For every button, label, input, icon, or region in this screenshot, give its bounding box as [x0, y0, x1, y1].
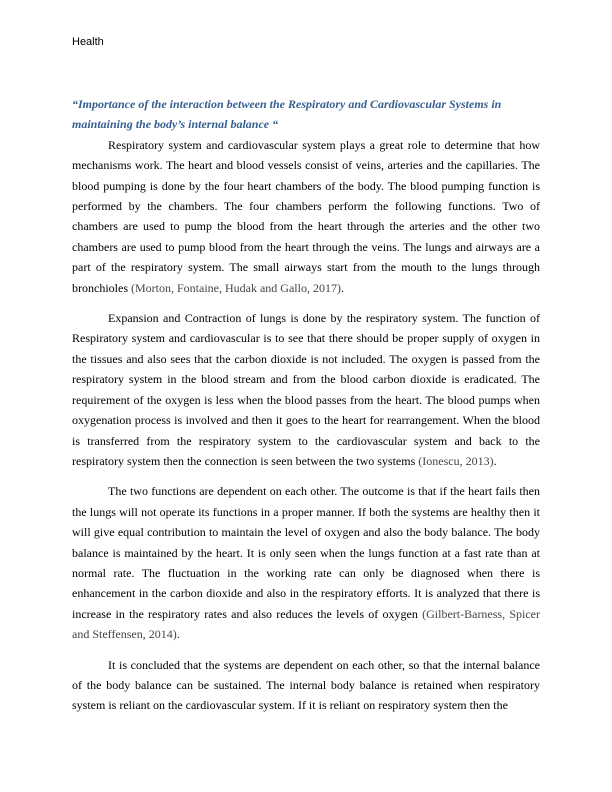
document-body [72, 94, 540, 716]
citation: (Gilbert-Barness, Spicer and Steffensen, 2014) [72, 606, 540, 642]
document-title: “Importance of the interaction between the Respiratory and Cardiovascular Systems in maintaining the body’s internal balance “ [72, 97, 502, 132]
paragraph-end: . [176, 627, 180, 642]
paragraph-3 [72, 481, 540, 644]
paragraph-end: . [493, 453, 497, 468]
citation: (Ionescu, 2013) [418, 453, 494, 468]
paragraph-text: The two functions are dependent on each other. The outcome is that if the heart fails then the lungs will not operate its functions in a proper manner. If both the systems are healthy then it will give equal contribution to maintain the level of oxygen and also the body balance. The body balance is maintained by the heart. It is only seen when the lungs function at a fast rate than at normal rate. The fluctuation in the working rate can only be diagnosed when there is enhancement in the carbon dioxide and also in the respiratory efforts. It is analyzed that there is increase in the respiratory rates and also reduces the levels of oxygen [72, 484, 540, 621]
paragraph-text: Respiratory system and cardiovascular system plays a great role to determine that how mechanisms work. The heart and blood vessels consist of veins, arteries and the capillaries. The blood pumping is done by the four heart chambers of the body. The blood pumping function is performed by the chambers. The four chambers perform the following functions. Two of chambers are used to pump the blood from the heart through the arteries and the other two chambers are used to pump blood from the heart through the veins. The lungs and airways are a part of the respiratory system. The small airways start from the mouth to the lungs through bronchioles [72, 137, 540, 295]
paragraph-text: Expansion and Contraction of lungs is done by the respiratory system. The function of Respiratory system and cardiovascular is to see that there should be proper supply of oxygen in the tissues and also sees that the carbon dioxide is not included. The oxygen is passed from the respiratory system in the blood stream and from the blood carbon dioxide is eradicated. The requirement of the oxygen is less when the blood passes from the heart. The blood pumps when oxygenation process is involved and then it goes to the heart for rearrangement. When the blood is transferred from the respiratory system to the cardiovascular system and back to the respiratory system then the connection is seen between the two systems [72, 311, 540, 468]
paragraph-4 [72, 655, 540, 716]
paragraph-2 [72, 308, 540, 471]
paragraph-text: It is concluded that the systems are dependent on each other, so that the internal balance of the body balance can be sustained. The internal body balance is retained when respiratory system is reliant on the cardiovascular system. If it is reliant on respiratory system then the [72, 657, 540, 713]
paragraph-1 [72, 135, 540, 298]
citation: (Morton, Fontaine, Hudak and Gallo, 2017) [131, 280, 341, 295]
paragraph-end: . [340, 280, 344, 295]
running-header: Health [72, 36, 104, 48]
